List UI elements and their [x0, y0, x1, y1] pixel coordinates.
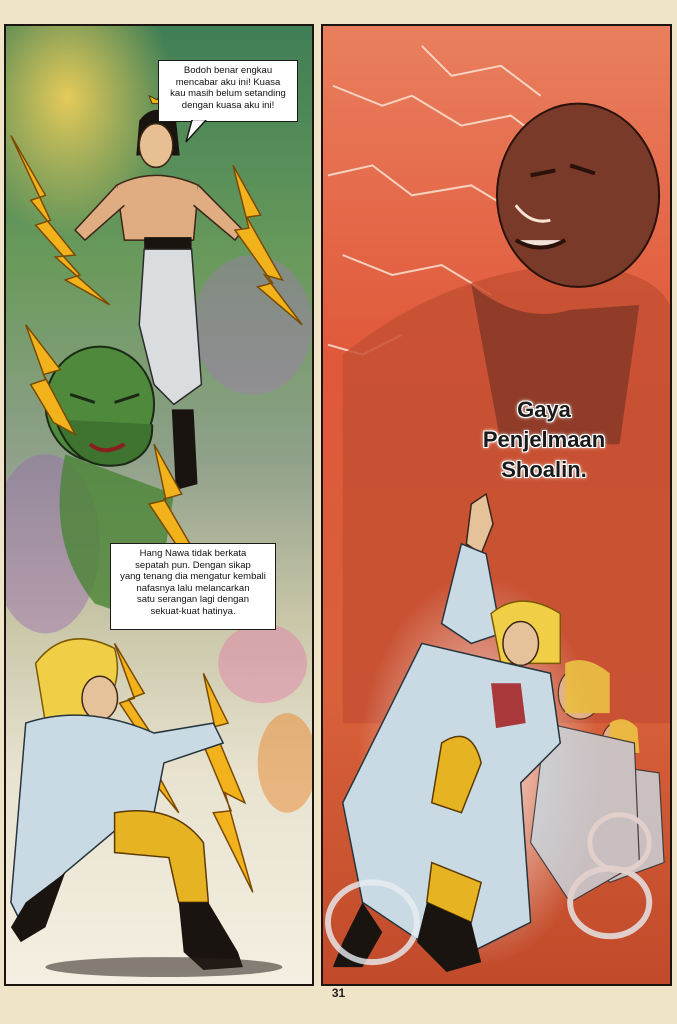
right-panel	[321, 24, 672, 986]
technique-name-text	[455, 395, 633, 485]
narration-line-6: sekuat-kuat hatinya.	[150, 605, 236, 617]
narration-line-3: yang tenang dia mengatur kembali	[120, 571, 266, 582]
left-panel	[4, 24, 314, 986]
speech-bubble	[158, 60, 298, 122]
technique-line-3: Shoalin.	[501, 457, 587, 482]
narration-line-4: nafasnya lalu melancarkan	[136, 582, 250, 594]
right-panel-artwork	[323, 26, 670, 984]
narration-line-2: sepatah pun. Dengan sikap	[135, 559, 251, 571]
speech-bubble-tail	[184, 120, 214, 144]
speech-line-3: kau masih belum setanding	[170, 88, 286, 99]
left-panel-artwork	[6, 26, 312, 984]
page-number: 31	[331, 986, 346, 1000]
technique-line-2: Penjelmaan	[482, 427, 606, 452]
narration-line-1: Hang Nawa tidak berkata	[139, 548, 247, 559]
technique-line-1: Gaya	[517, 397, 571, 422]
speech-line-4: dengan kuasa aku ini!	[181, 99, 275, 111]
speech-line-1: Bodoh benar engkau	[183, 65, 273, 76]
narration-box	[110, 543, 276, 630]
speech-line-2: mencabar aku ini! Kuasa	[175, 76, 281, 88]
narration-line-5: satu serangan lagi dengan	[137, 594, 249, 605]
